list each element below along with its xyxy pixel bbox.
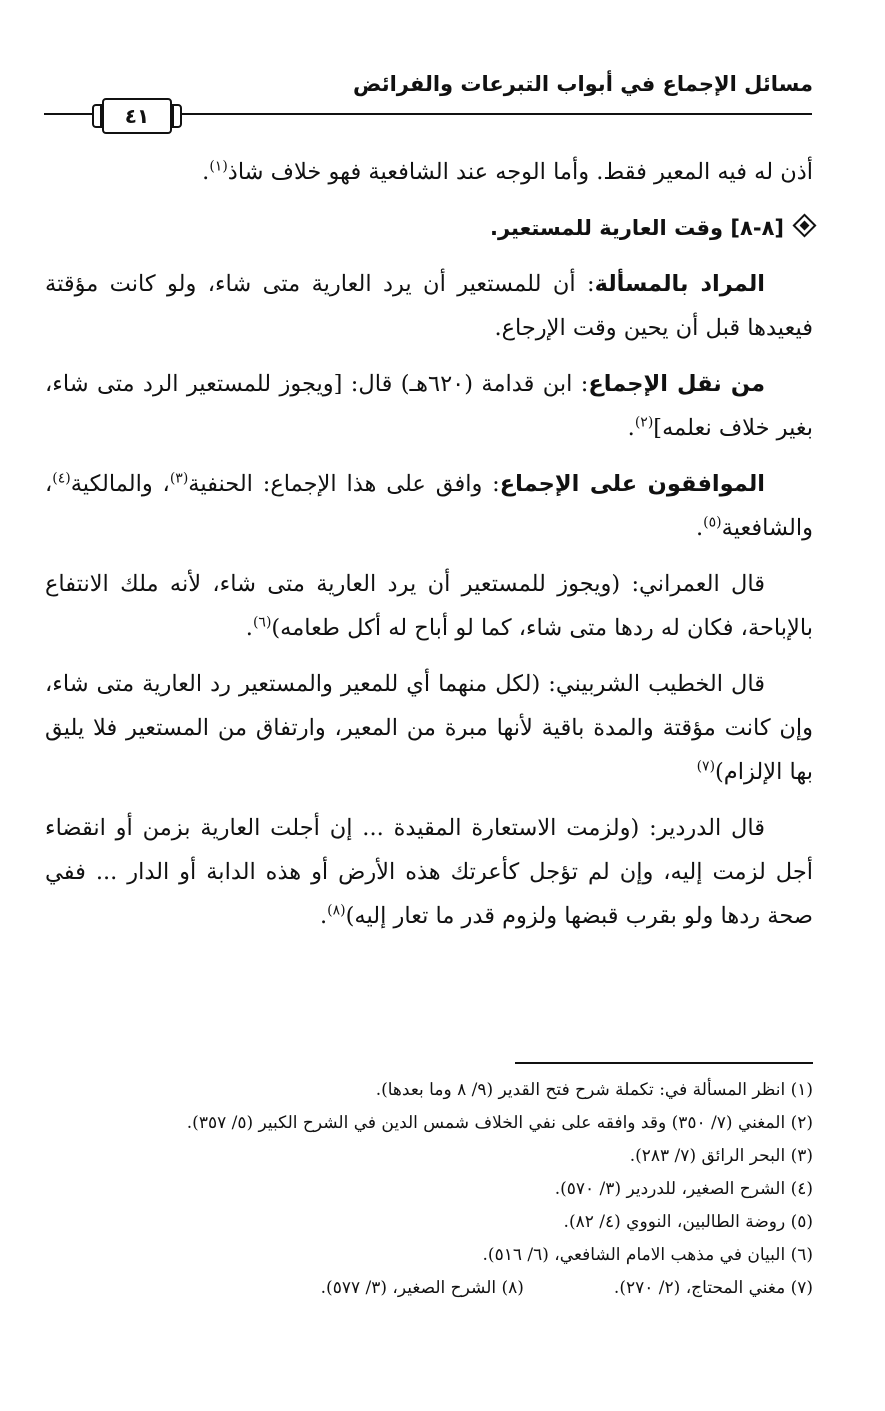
- footnote-ref: (٧): [696, 758, 716, 775]
- footnote-ref: (١): [209, 158, 228, 175]
- paragraph-consensus-source: من نقل الإجماع: ابن قدامة (٦٢٠هـ) قال: [ويجوز للمستعير الرد متى شاء، بغير خلاف نعلمه]$^{(٢)}$.: [45, 371, 813, 441]
- diamond-bullet-icon: [792, 213, 816, 237]
- footnote-1: (١) انظر المسألة في: تكملة شرح فتح القدير (٩/ ٨ وما بعدها).: [375, 1080, 813, 1100]
- page-number: ٤١: [124, 104, 150, 128]
- paragraph-meaning: المراد بالمسألة: أن للمستعير أن يرد العارية متى شاء، ولو كانت مؤقتة فيعيدها قبل أن يحين وقت الإرجاع.: [45, 271, 813, 341]
- paragraph-imrani-quote: قال العمراني: (ويجوز للمستعير أن يرد العارية متى شاء، لأنه ملك الانتفاع بالإباحة، فكان له ردها متى شاء، كما لو أباح له أكل طعامه)$^{(٦)}$.: [45, 571, 813, 641]
- footnote-row-7-8: [43, 1272, 813, 1305]
- footnote-6: (٦) البيان في مذهب الامام الشافعي، (٦/ ٥١٦).: [482, 1245, 813, 1265]
- main-text: [45, 150, 813, 950]
- label-meaning: المراد بالمسألة: [594, 271, 765, 297]
- footnote-7: (٧) مغني المحتاج، (٢/ ٢٧٠).: [613, 1278, 813, 1298]
- footnote-4: (٤) الشرح الصغير، للدردير (٣/ ٥٧٠).: [554, 1179, 813, 1199]
- footnote-5: (٥) روضة الطالبين، النووي (٤/ ٨٢).: [563, 1212, 813, 1232]
- footnote-ref: (٨): [327, 902, 346, 919]
- footnote-ref: (٥): [703, 514, 722, 531]
- paragraph-shirbini-quote: قال الخطيب الشربيني: (لكل منهما أي للمعير والمستعير رد العارية متى شاء، وإن كانت مؤقتة والمدة باقية لأنها مبرة من المعير، وارتفاق من المستعير فلا يليق بها الإلزام)$^{(٧)}$: [45, 671, 813, 785]
- paragraph-dardir-quote: قال الدردير: (ولزمت الاستعارة المقيدة ... إن أجلت العارية بزمن أو انقضاء أجل لزمت إليه، وإن لم تؤجل كأعرتك هذه الأرض أو هذه الدابة أو الدار ... ففي صحة ردها ولو بقرب قبضها ولزوم قدر ما تعار إليه)$^{(٨)}$.: [45, 815, 813, 929]
- footnote-ref: (٤): [52, 470, 71, 487]
- paragraph-intro: أذن له فيه المعير فقط. وأما الوجه عند الشافعية فهو خلاف شاذ$^{(١)}$.: [202, 158, 813, 185]
- page-number-frame: [102, 98, 172, 134]
- footnote-2: (٢) المغني (٧/ ٣٥٠) وقد وافقه على نفي الخلاف شمس الدين في الشرح الكبير (٥/ ٣٥٧).: [186, 1113, 813, 1133]
- footnote-separator: [515, 1062, 813, 1064]
- footnote-ref: (٢): [634, 414, 654, 431]
- footnote-8: (٨) الشرح الصغير، (٣/ ٥٧٧).: [320, 1278, 524, 1298]
- paragraph-agreeing: الموافقون على الإجماع: وافق على هذا الإجماع: الحنفية$^{(٣)}$، والمالكية$^{(٤)}$، والشافعية$^{(٥)}$.: [45, 470, 813, 541]
- running-header-title: مسائل الإجماع في أبواب التبرعات والفرائض: [353, 72, 813, 96]
- footnotes: [43, 1074, 813, 1305]
- label-agreeing: الموافقون على الإجماع: [499, 471, 765, 497]
- footnote-ref: (٣): [169, 470, 189, 487]
- section-heading: [٨-٨] وقت العارية للمستعير.: [45, 206, 813, 250]
- label-consensus-source: من نقل الإجماع: [588, 371, 766, 397]
- footnote-3: (٣) البحر الرائق (٧/ ٢٨٣).: [629, 1146, 813, 1166]
- footnote-ref: (٦): [252, 614, 272, 631]
